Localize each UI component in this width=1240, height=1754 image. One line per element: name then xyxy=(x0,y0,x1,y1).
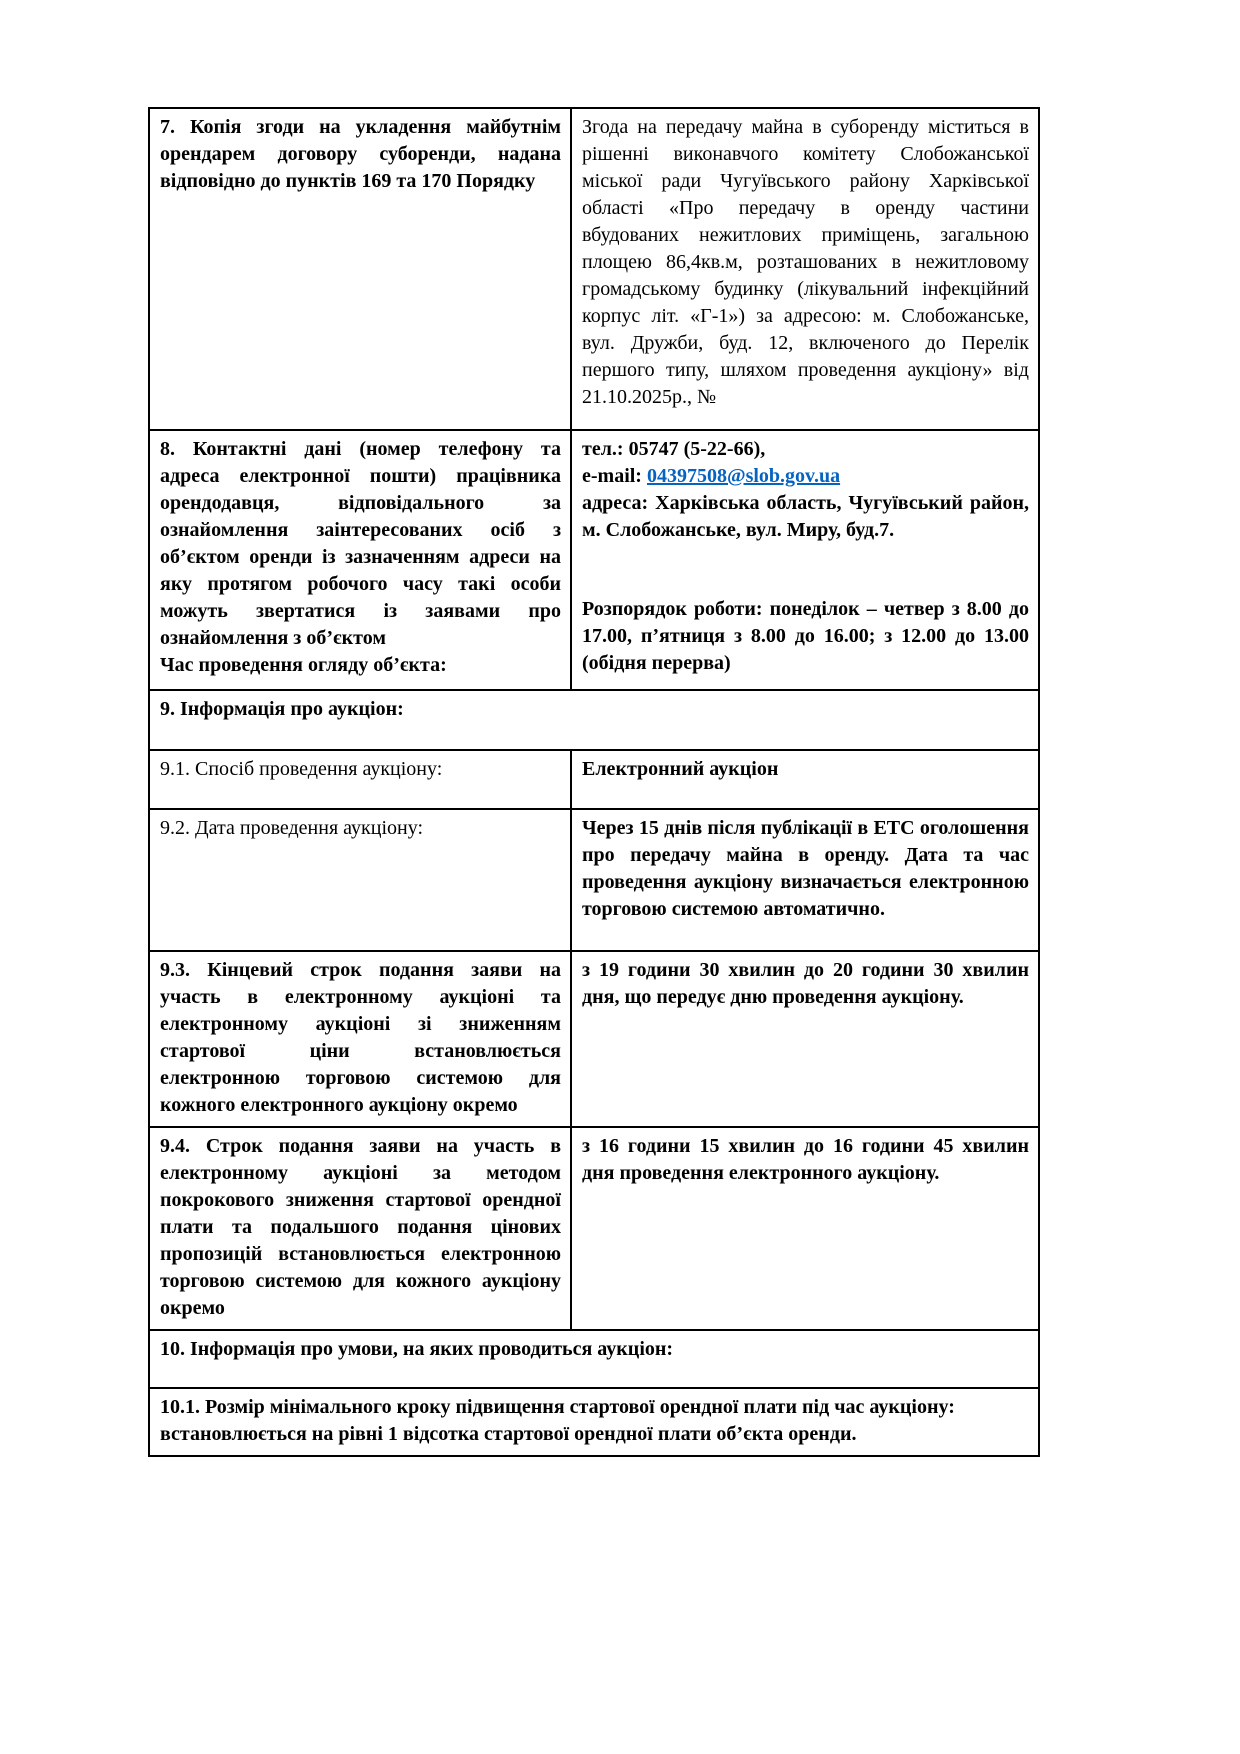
table-row-10-header xyxy=(149,1330,1039,1388)
row-9-2-value-post: після публікації в ЕТС оголошення про передачу майна в оренду. Дата та час проведення аукціону визначається електронною торговою системою автоматично. xyxy=(582,817,1030,920)
work-schedule: Розпорядок роботи: понеділок – четвер з 8.00 до 17.00, п’ятниця з 8.00 до 16.00; з 12.00 до 13.00 (обідня перерва) xyxy=(582,598,1029,674)
row-8-label-text: 8. Контактні дані (номер телефону та адреса електронної пошти) працівника орендодавця, відповідального за ознайомлення заінтересованих осіб з об’єктом оренди із зазначенням адреси на яку протягом робочого часу такі особи можуть звертатися із заявами про ознайомлення з об’єктом xyxy=(160,438,561,649)
row-8-value xyxy=(571,430,1039,690)
email-label: e-mail: xyxy=(582,465,647,487)
row-9-2-value-pre: Через xyxy=(582,817,639,839)
table-row-9-3 xyxy=(149,951,1039,1127)
row-9-3-label: 9.3. Кінцевий строк подання заяви на участь в електронному аукціоні та електронному аукціоні зі зниженням стартової ціни встановлюється електронною торговою системою для кожного електронного аукціону окремо xyxy=(149,951,571,1127)
row-8-label xyxy=(149,430,571,690)
table-row-9-2 xyxy=(149,809,1039,951)
row-9-4-value: з 16 години 15 хвилин до 16 години 45 хвилин дня проведення електронного аукціону. xyxy=(571,1127,1039,1330)
lease-auction-table xyxy=(148,107,1040,1457)
row-7-value: Згода на передачу майна в суборенду міститься в рішенні виконавчого комітету Слобожанської міської ради Чугуївського району Харківської області «Про передачу в оренду частини вбудованих нежитлових приміщень, загальною площею 86,4кв.м, розташованих в нежитловому громадському будинку (лікувальний інфекційний корпус літ. «Г-1») за адресою: м. Слобожанське, вул. Дружби, буд. 12, включеного до Перелік першого типу, шляхом проведення аукціону» від 21.10.2025р., № xyxy=(571,108,1039,430)
row-7-label: 7. Копія згоди на укладення майбутнім орендарем договору суборенди, надана відповідно до пунктів 169 та 170 Порядку xyxy=(149,108,571,430)
row-9-1-label: 9.1. Спосіб проведення аукціону: xyxy=(149,750,571,809)
table-row-9-4 xyxy=(149,1127,1039,1330)
row-9-2-value-emphasis: 15 днів xyxy=(638,817,703,839)
contact-address: адреса: Харківська область, Чугуївський район, м. Слобожанське, вул. Миру, буд.7. xyxy=(582,492,1029,541)
row-8-inspection-time-label: Час проведення огляду об’єкта: xyxy=(160,654,447,676)
row-10-1-text xyxy=(149,1388,1039,1456)
table-row-9-header xyxy=(149,690,1039,750)
row-9-2-value xyxy=(571,809,1039,951)
row-10-1-post: стартової орендної плати об’єкта оренди. xyxy=(479,1423,857,1445)
row-10-1-emphasis: 1 відсотка xyxy=(387,1423,480,1445)
row-9-3-value: з 19 години 30 хвилин до 20 години 30 хвилин дня, що передує дню проведення аукціону. xyxy=(571,951,1039,1127)
section-9-header: 9. Інформація про аукціон: xyxy=(149,690,1039,750)
table-row-7 xyxy=(149,108,1039,430)
contact-phone: тел.: 05747 (5-22-66), xyxy=(582,438,766,460)
row-9-2-label: 9.2. Дата проведення аукціону: xyxy=(149,809,571,951)
table-row-9-1 xyxy=(149,750,1039,809)
section-10-header: 10. Інформація про умови, на яких проводиться аукціон: xyxy=(149,1330,1039,1388)
row-10-1-pre: 10.1. Розмір мінімального кроку підвищення стартової орендної плати під час аукціону: встановлюється на рівні xyxy=(160,1396,955,1445)
row-9-4-label: 9.4. Строк подання заяви на участь в електронному аукціоні за методом покрокового зниження стартової орендної плати та подальшого подання цінових пропозицій встановлюється електронною торговою системою для кожного аукціону окремо xyxy=(149,1127,571,1330)
table-row-8 xyxy=(149,430,1039,690)
row-9-1-value: Електронний аукціон xyxy=(571,750,1039,809)
contact-email-line xyxy=(582,463,1029,490)
table-row-10-1 xyxy=(149,1388,1039,1456)
email-link[interactable]: 04397508@slob.gov.ua xyxy=(646,465,841,487)
